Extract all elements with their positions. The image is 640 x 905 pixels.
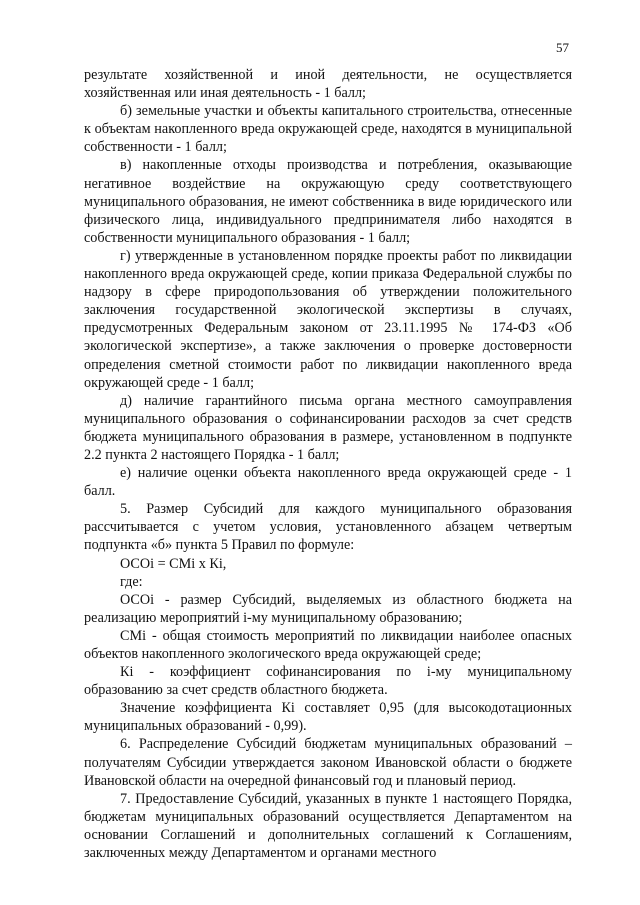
document-body — [84, 66, 572, 862]
paragraph: г) утвержденные в установленном порядке проекты работ по ликвидации накопленного вреда окружающей среде, копии приказа Федеральной службы по надзору в сфере природопользования об утверждении положительного заключения государственной экологической экспертизы в случаях, предусмотренных Федеральным законом от 23.11.1995 № 174-ФЗ «Об экологической экспертизе», а также заключения о проверке достоверности определения сметной стоимости работ по ликвидации накопленного вреда окружающей среде - 1 балл; — [84, 247, 572, 391]
paragraph: 7. Предоставление Субсидий, указанных в пункте 1 настоящего Порядка, бюджетам муниципальных образований осуществляется Департаментом на основании Соглашений и дополнительных соглашений к Соглашениям, заключенных между Департаментом и органами местного — [84, 790, 572, 862]
page-number: 57 — [556, 40, 569, 55]
paragraph: 5. Размер Субсидий для каждого муниципального образования рассчитывается с учетом условия, установленного абзацем четвертым подпункта «б» пункта 5 Правил по формуле: — [84, 501, 572, 554]
paragraph: в) накопленные отходы производства и потребления, оказывающие негативное воздействие на окружающую среду соответствующего муниципального образования, не имеют собственника в виде юридического или физического лица, индивидуального предпринимателя либо находятся в собственности муниципального образования - 1 балл; — [84, 157, 572, 246]
paragraph: результате хозяйственной и иной деятельности, не осуществляется хозяйственная или иная деятельность - 1 балл; — [84, 67, 572, 102]
paragraph: Кi - коэффициент софинансирования по i-му муниципальному образованию за счет средств областного бюджета. — [84, 664, 572, 699]
paragraph: СМi - общая стоимость мероприятий по ликвидации наиболее опасных объектов накопленного экологического вреда окружающей среде; — [84, 627, 572, 662]
paragraph: д) наличие гарантийного письма органа местного самоуправления муниципального образования о софинансировании расходов за счет средств бюджета муниципального образования в размере, установленном в подпункте 2.2 пункта 2 настоящего Порядка - 1 балл; — [84, 392, 572, 463]
formula: ОСОi = СМi x Кi, — [120, 555, 227, 572]
paragraph: б) земельные участки и объекты капитального строительства, отнесенные к объектам накопленного вреда окружающей среде, находятся в муниципальной собственности - 1 балл; — [84, 103, 572, 156]
paragraph: Значение коэффициента Кi составляет 0,95 (для высокодотационных муниципальных образований - 0,99). — [84, 700, 572, 735]
formula-where: где: — [120, 573, 143, 590]
paragraph: е) наличие оценки объекта накопленного вреда окружающей среде - 1 балл. — [84, 465, 572, 500]
paragraph: 6. Распределение Субсидий бюджетам муниципальных образований – получателям Субсидии утверждается законом Ивановской области о бюджете Ивановской области на очередной финансовый год и плановый период. — [84, 736, 572, 789]
paragraph: ОСОi - размер Субсидий, выделяемых из областного бюджета на реализацию мероприятий i-му муниципальному образованию; — [84, 591, 572, 626]
